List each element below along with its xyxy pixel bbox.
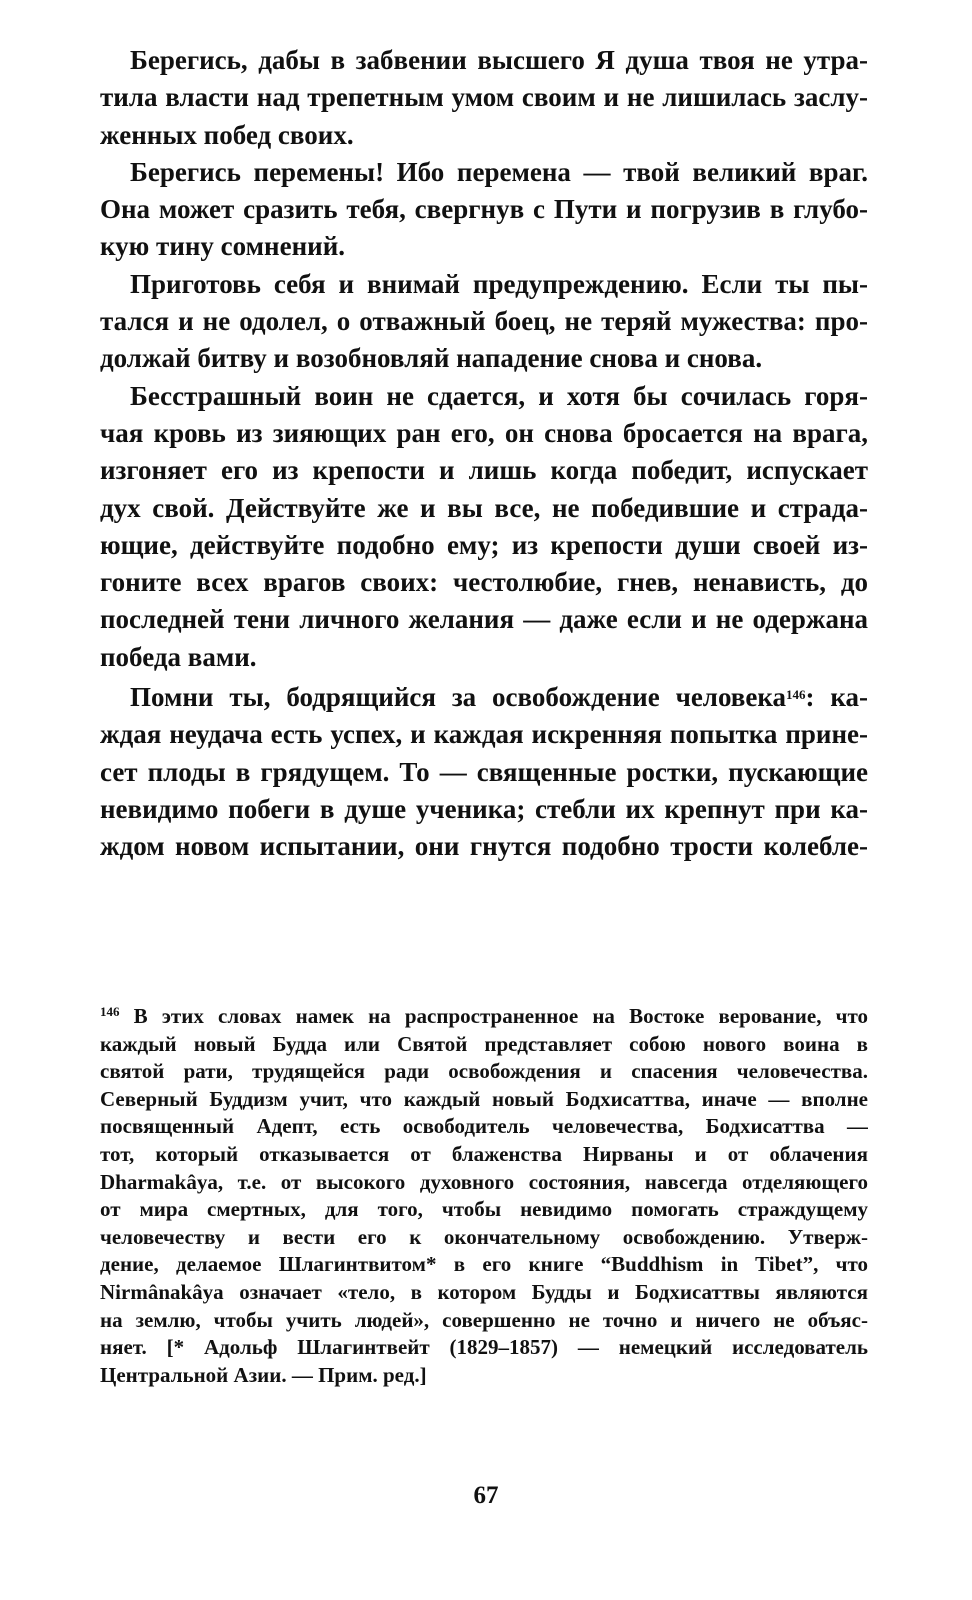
text-line: чая кровь из зияющих ран его, он снова бросается на врага, xyxy=(100,417,868,448)
footnote-line: Центральной Азии. — Прим. ред.] xyxy=(100,1362,427,1387)
text-line: Берегись, дабы в забвении высшего Я душа твоя не утра- xyxy=(130,45,868,75)
footnote-line: няет. [* Адольф Шлагинтвейт (1829–1857) — немецкий исследователь xyxy=(100,1335,868,1360)
footnote-line: тот, который отказывается от блаженства Нирваны и от облачения xyxy=(100,1141,868,1166)
main-text-block xyxy=(100,42,868,866)
text-line: ждая неудача есть успех, и каждая искренняя попытка прине- xyxy=(100,719,868,750)
footnote-line: святой рати, трудящейся ради освобождения и спасения человечества. xyxy=(100,1059,868,1084)
footnote-line: посвященный Адепт, есть освободитель человечества, Бодхисаттва — xyxy=(100,1114,868,1139)
text-line: победа вами. xyxy=(100,641,257,672)
text-line: женных побед своих. xyxy=(100,119,354,150)
footnote-line-text: В этих словах намек на распространенное на Востоке верование, что xyxy=(133,1004,868,1028)
text-line: кую тину сомнений. xyxy=(100,231,346,262)
text-line: Приготовь себя и внимай предупреждению. Если ты пы- xyxy=(130,268,868,299)
page-number: 67 xyxy=(473,1482,499,1509)
footnote-line: Dharmakâya, т.е. от высокого духовного состояния, навсегда отделяющего xyxy=(100,1169,868,1194)
text-line-with-footnote-ref xyxy=(100,676,868,716)
footnote-line: каждый новый Будда или Святой представляет собою нового воина в xyxy=(100,1031,868,1056)
text-line: Берегись перемены! Ибо перемена — твой великий враг. xyxy=(130,156,868,187)
text-line: тался и не одолел, о отважный боец, не теряй мужества: про- xyxy=(100,306,868,337)
footnote-line: Nirmânakâya означает «тело, в котором Будды и Бодхисаттвы являются xyxy=(100,1279,868,1304)
footnote-line: дение, делаемое Шлагинтвитом* в его книге “Buddhism in Tibet”, что xyxy=(100,1252,868,1277)
footnote-reference[interactable]: 146 xyxy=(786,687,806,703)
text-line: ждом новом испытании, они гнутся подобно трости колебле- xyxy=(100,831,868,862)
text-line-part: Помни ты, бодрящийся за освобождение человека xyxy=(130,682,786,713)
text-line-part: : ка- xyxy=(805,682,868,713)
footnote-number: 146 xyxy=(100,1004,120,1019)
text-line: сет плоды в грядущем. То — священные ростки, пускающие xyxy=(100,756,868,787)
footnote-line xyxy=(100,998,868,1031)
text-line: тила власти над трепетным умом своим и не лишилась заслу- xyxy=(100,82,868,113)
text-line: гоните всех врагов своих: честолюбие, гнев, ненависть, до xyxy=(100,567,868,598)
footnote-block xyxy=(100,998,868,1389)
footnote-line: человечеству и вести его к окончательному освобождению. Утверж- xyxy=(100,1224,868,1249)
footnote-line: Северный Буддизм учит, что каждый новый Бодхисаттва, иначе — вполне xyxy=(100,1086,868,1111)
footnote-line: от мира смертных, для того, чтобы невидимо помогать страждущему xyxy=(100,1197,868,1222)
text-line: Она может сразить тебя, свергнув с Пути и погрузив в глубо- xyxy=(100,194,868,225)
text-line: последней тени личного желания — даже если и не одержана xyxy=(100,604,868,635)
text-line: Бесстрашный воин не сдается, и хотя бы сочилась горя- xyxy=(130,380,868,411)
text-line: невидимо побеги в душе ученика; стебли их крепнут при ка- xyxy=(100,793,868,824)
text-line: ющие, действуйте подобно ему; из крепости души своей из- xyxy=(100,529,868,560)
text-line: должай битву и возобновляй нападение снова и снова. xyxy=(100,343,763,374)
footnote-line: на землю, чтобы учить людей», совершенно не точно и ничего не объяс- xyxy=(100,1307,868,1332)
text-line: изгоняет его из крепости и лишь когда победит, испускает xyxy=(100,455,868,486)
text-line: дух свой. Действуйте же и вы все, не победившие и страда- xyxy=(100,492,868,523)
